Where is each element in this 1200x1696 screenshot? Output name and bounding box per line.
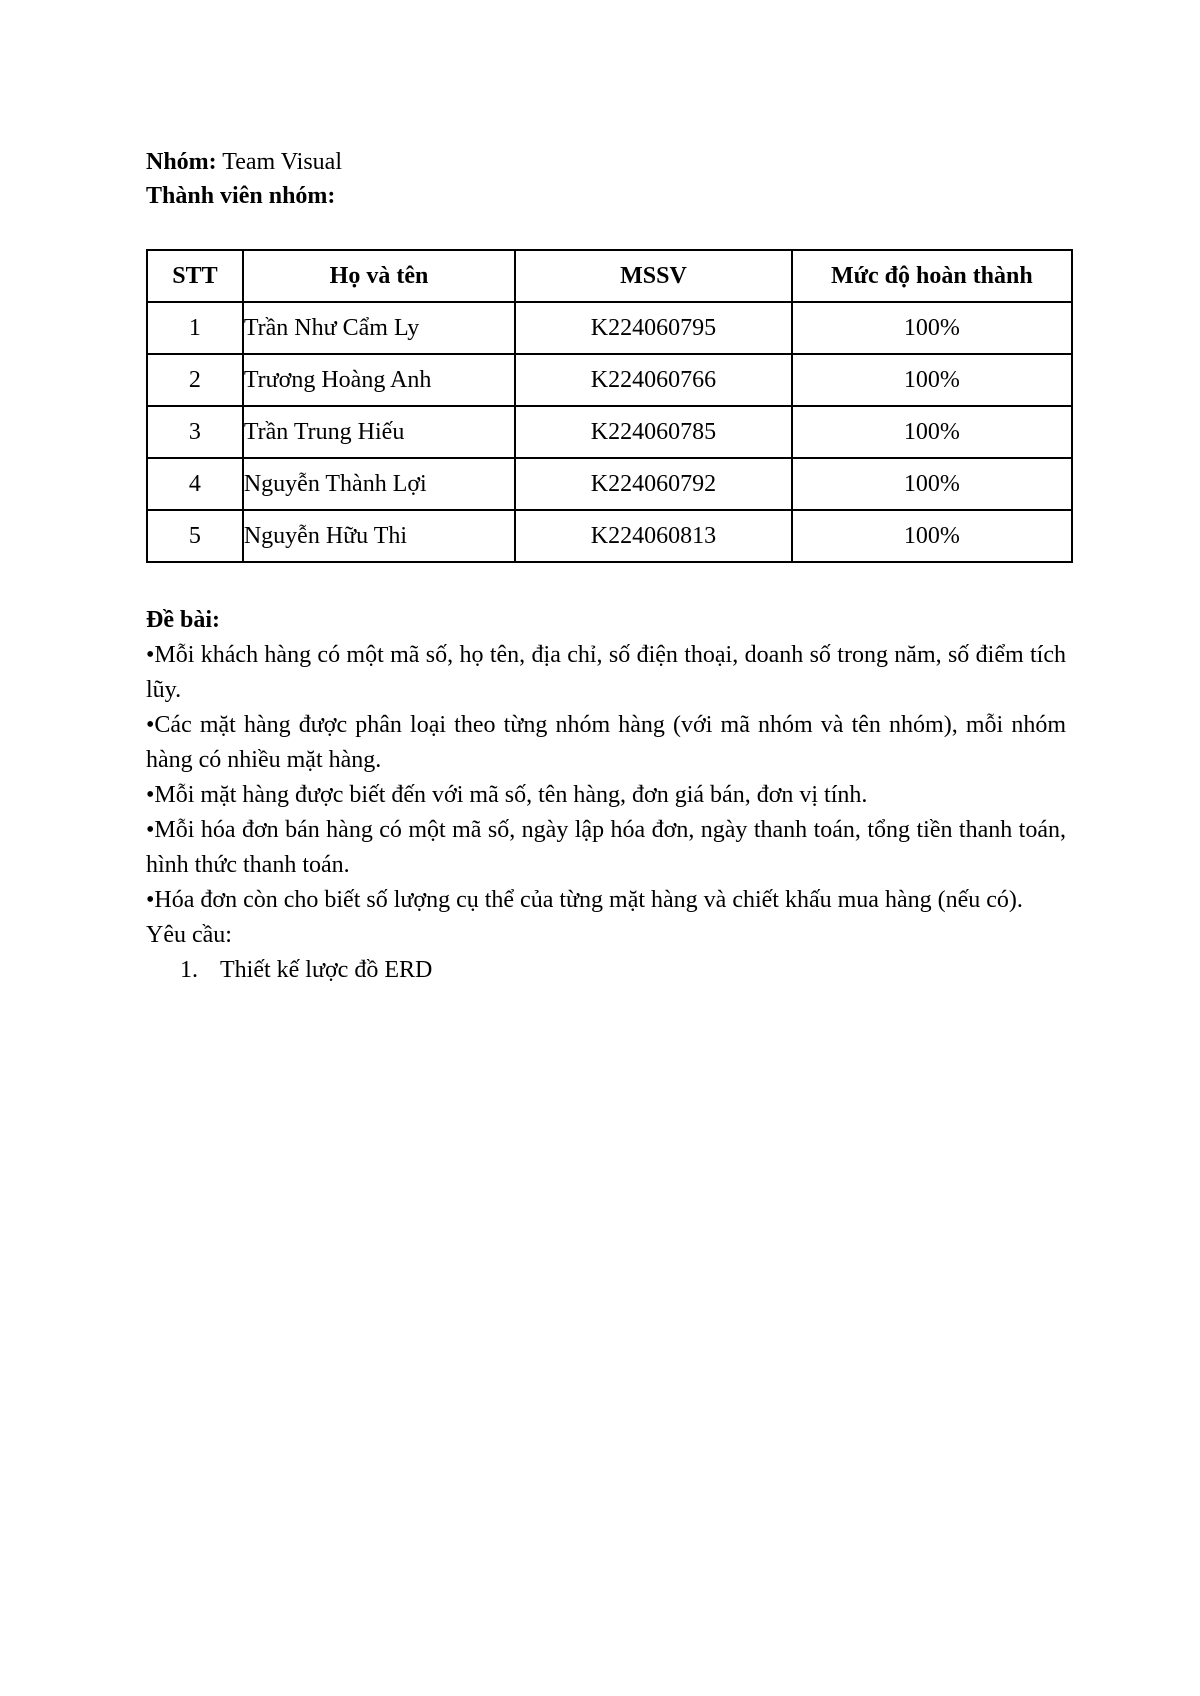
problem-point: •Mỗi hóa đơn bán hàng có một mã số, ngày lập hóa đơn, ngày thanh toán, tổng tiền thanh toán, hình thức thanh toán.	[146, 817, 1066, 878]
cell-name: Nguyễn Hữu Thi	[243, 510, 515, 562]
table-header-row	[147, 250, 1072, 302]
problem-section	[146, 603, 1066, 988]
cell-name: Nguyễn Thành Lợi	[243, 458, 515, 510]
cell-completion: 100%	[792, 302, 1072, 354]
table-row	[147, 406, 1072, 458]
cell-stt: 3	[147, 406, 243, 458]
cell-name: Trương Hoàng Anh	[243, 354, 515, 406]
column-header-name: Họ và tên	[243, 250, 515, 302]
problem-point: •Hóa đơn còn cho biết số lượng cụ thể của từng mặt hàng và chiết khấu mua hàng (nếu có).	[146, 887, 1023, 913]
cell-mssv: K224060785	[515, 406, 792, 458]
cell-completion: 100%	[792, 510, 1072, 562]
cell-mssv: K224060792	[515, 458, 792, 510]
members-heading: Thành viên nhóm:	[146, 183, 336, 209]
problem-title: Đề bài:	[146, 607, 220, 633]
requirements-label: Yêu cầu:	[146, 922, 232, 948]
group-label: Nhóm:	[146, 149, 217, 175]
cell-completion: 100%	[792, 406, 1072, 458]
table-row	[147, 302, 1072, 354]
cell-stt: 5	[147, 510, 243, 562]
problem-point: •Mỗi mặt hàng được biết đến với mã số, tên hàng, đơn giá bán, đơn vị tính.	[146, 782, 868, 808]
table-row	[147, 354, 1072, 406]
members-table	[146, 249, 1073, 563]
list-item-text: Thiết kế lược đồ ERD	[220, 957, 433, 983]
table-row	[147, 458, 1072, 510]
list-item-number: 1.	[180, 957, 198, 983]
group-name: Team Visual	[222, 149, 342, 175]
requirements-list	[146, 953, 1066, 988]
cell-stt: 4	[147, 458, 243, 510]
column-header-mssv: MSSV	[515, 250, 792, 302]
cell-stt: 1	[147, 302, 243, 354]
cell-mssv: K224060766	[515, 354, 792, 406]
cell-name: Trần Như Cẩm Ly	[243, 302, 515, 354]
cell-mssv: K224060813	[515, 510, 792, 562]
group-line	[146, 147, 342, 177]
cell-stt: 2	[147, 354, 243, 406]
problem-point: •Mỗi khách hàng có một mã số, họ tên, địa chỉ, số điện thoại, doanh số trong năm, số điểm tích lũy.	[146, 642, 1066, 703]
cell-completion: 100%	[792, 458, 1072, 510]
column-header-stt: STT	[147, 250, 243, 302]
list-item	[146, 953, 1066, 988]
problem-point: •Các mặt hàng được phân loại theo từng nhóm hàng (với mã nhóm và tên nhóm), mỗi nhóm hàng có nhiều mặt hàng.	[146, 712, 1066, 773]
cell-mssv: K224060795	[515, 302, 792, 354]
column-header-completion: Mức độ hoàn thành	[792, 250, 1072, 302]
cell-completion: 100%	[792, 354, 1072, 406]
cell-name: Trần Trung Hiếu	[243, 406, 515, 458]
table-row	[147, 510, 1072, 562]
